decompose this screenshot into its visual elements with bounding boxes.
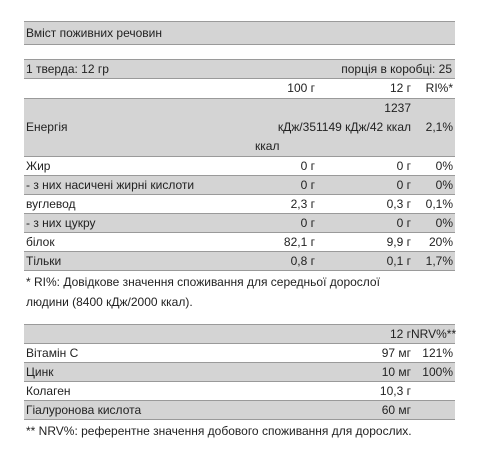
nutrition-facts	[24, 21, 455, 441]
header-per-serving: 12 г	[315, 324, 411, 343]
row-ri: 0%	[411, 175, 455, 194]
table-row	[24, 343, 455, 362]
table-row	[24, 362, 455, 381]
row-per-serving: 97 мг	[315, 343, 411, 362]
ri-footnote	[24, 271, 455, 312]
row-name: Колаген	[24, 381, 254, 400]
row-per-serving: 0,3 г	[315, 194, 411, 213]
nrv-footnote-text: ** NRV%: референтне значення добового споживання для дорослих.	[26, 423, 412, 438]
table-row	[24, 175, 455, 194]
header-nrv: NRV%**	[411, 324, 455, 343]
serving-size: 1 тверда: 12 гр	[26, 62, 109, 76]
ri-footnote-line-1: * RI%: Довідкове значення споживання для середньої дорослої	[26, 274, 380, 289]
row-per-serving: 0 г	[315, 156, 411, 175]
table-row	[24, 213, 455, 232]
row-nrv: 100%	[411, 362, 455, 381]
row-name: Жир	[24, 156, 254, 175]
row-per-serving: 0,1 г	[315, 251, 411, 270]
row-ri: 0,1%	[411, 194, 455, 213]
row-per-100g: 82,1 г	[254, 232, 315, 251]
row-nrv	[411, 400, 455, 419]
section-title-bar	[24, 21, 455, 45]
row-name: білок	[24, 232, 254, 251]
table-row	[24, 232, 455, 251]
row-name: - з них насичені жирні кислоти	[24, 175, 254, 194]
row-per-serving: 10,3 г	[315, 381, 411, 400]
energy-line-2: кДж/351149 кДж/42 ккал	[277, 119, 411, 134]
servings-per-box: порція в коробці: 25	[341, 62, 452, 76]
row-per-serving: 0 г	[315, 213, 411, 232]
row-per-100g: 0 г	[254, 213, 315, 232]
row-name: - з них цукру	[24, 213, 254, 232]
table-header-row	[24, 324, 455, 343]
row-nrv	[411, 381, 455, 400]
row-per-serving: 60 мг	[315, 400, 411, 419]
row-per-100g: 2,3 г	[254, 194, 315, 213]
row-name: Тільки	[24, 251, 254, 270]
nrv-footnote	[24, 420, 455, 441]
table-row	[24, 400, 455, 419]
nutrition-table	[24, 79, 455, 271]
row-ri: 2,1%	[411, 98, 455, 156]
additional-ingredients-table	[24, 324, 455, 420]
energy-line-3: ккал	[255, 138, 280, 153]
row-ri: 20%	[411, 232, 455, 251]
row-name: Вітамін С	[24, 343, 254, 362]
row-per-100g: 0,8 г	[254, 251, 315, 270]
row-per-serving: 0 г	[315, 175, 411, 194]
row-nrv: 121%	[411, 343, 455, 362]
table-row	[24, 381, 455, 400]
table-row	[24, 251, 455, 270]
serving-info-row	[24, 59, 455, 79]
energy-line-1: 1237	[384, 100, 411, 115]
header-ri: RI%*	[425, 81, 453, 96]
row-ri: 0%	[411, 156, 455, 175]
row-per-serving: 9,9 г	[315, 232, 411, 251]
energy-values	[254, 98, 411, 156]
row-name: Цинк	[24, 362, 254, 381]
table-row	[24, 194, 455, 213]
table-header-row	[24, 79, 455, 98]
row-ri: 0%	[411, 213, 455, 232]
row-ri: 1,7%	[411, 251, 455, 270]
row-per-100g: 0 г	[254, 175, 315, 194]
header-per-serving: 12 г	[389, 81, 411, 96]
ri-footnote-line-2: людини (8400 кДж/2000 ккал).	[26, 294, 193, 309]
row-name: Гіалуронова кислота	[24, 400, 254, 419]
row-name: Енергія	[24, 98, 254, 156]
row-per-serving: 10 мг	[315, 362, 411, 381]
header-per-100g: 100 г	[287, 81, 315, 96]
row-per-100g: 0 г	[254, 156, 315, 175]
table-row-energy	[24, 98, 455, 156]
table-row	[24, 156, 455, 175]
row-name: вуглевод	[24, 194, 254, 213]
section-title: Вміст поживних речовин	[26, 26, 163, 40]
